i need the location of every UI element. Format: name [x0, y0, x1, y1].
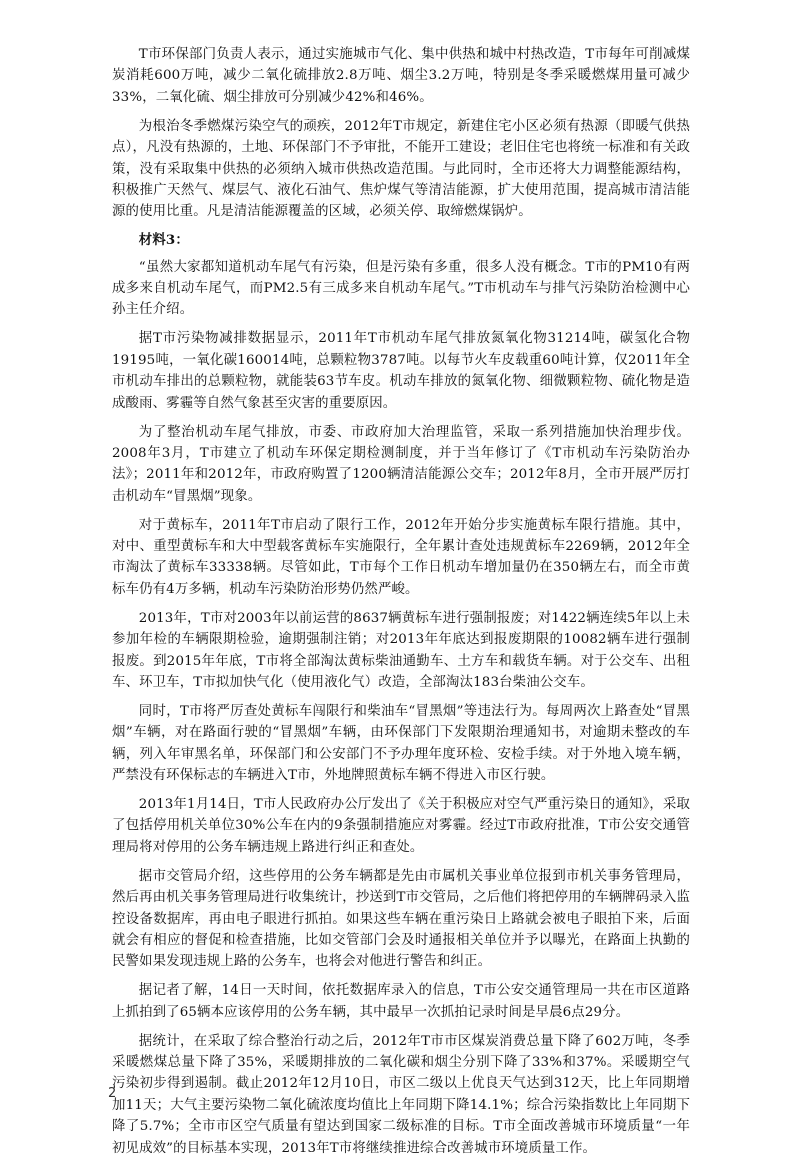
paragraph: 为了整治机动车尾气排放，市委、市政府加大治理监管，采取一系列措施加快治理步伐。2008年3月，T市建立了机动车环保定期检测制度，并于当年修订了《T市机动车污染防治办法》；2011年和2012年，市政府购置了1200辆清洁能源公交车；2012年8月，全市开展严厉打击机动车“冒黑烟”现象。: [112, 424, 690, 504]
paragraph: 据记者了解，14日一天时间，依托数据库录入的信息，T市公安交通管理局一共在市区道路上抓拍到了65辆本应该停用的公务车辆，其中最早一次抓拍记录时间是早晨6点29分。: [112, 983, 690, 1020]
paragraph: T市环保部门负责人表示，通过实施城市气化、集中供热和城中村热改造，T市每年可削减煤炭消耗600万吨，减少二氧化硫排放2.8万吨、烟尘3.2万吨，特别是冬季采暖燃煤用量可减少33%，二氧化硫、烟尘排放可分别减少42%和46%。: [112, 47, 690, 105]
paragraph: 2013年，T市对2003年以前运营的8637辆黄标车进行强制报废；对1422辆连续5年以上未参加年检的车辆限期检验，逾期强制注销；对2013年年底达到报废期限的10082辆车进行强制报废。到2015年年底，T市将全部淘汰黄标柴油通勤车、土方车和载货车辆。对于公交车、出租车、环卫车，T市拟加快气化（使用液化气）改造，全部淘汰183台柴油公交车。: [112, 610, 690, 690]
paragraph: 对于黄标车，2011年T市启动了限行工作，2012年开始分步实施黄标车限行措施。其中，对中、重型黄标车和大中型载客黄标车实施限行，全年累计查处违规黄标车2269辆，2012年全市淘汰了黄标车33338辆。尽管如此，T市每个工作日机动车增加量仍在350辆左右，而全市黄标车仍有4万多辆，机动车污染防治形势仍然严峻。: [112, 517, 690, 597]
paragraph: 2013年1月14日，T市人民政府办公厅发出了《关于积极应对空气严重污染日的通知》，采取了包括停用机关单位30%公车在内的9条强制措施应对雾霾。经过T市政府批准，T市公安交通管理局将对停用的公务车辆违规上路进行纠正和查处。: [112, 797, 690, 855]
paragraph: 据T市污染物减排数据显示，2011年T市机动车尾气排放氮氧化物31214吨，碳氢化合物19195吨，一氧化碳160014吨，总颗粒物3787吨。以每节火车皮载重60吨计算，仅2011年全市机动车排出的总颗粒物，就能装63节车皮。机动车排放的氮氧化物、细微颗粒物、硫化物是造成酸雨、雾霾等自然气象甚至灾害的重要原因。: [112, 331, 690, 411]
paragraph: 据统计，在采取了综合整治行动之后，2012年T市市区煤炭消费总量下降了602万吨，冬季采暖燃煤总量下降了35%，采暖期排放的二氧化碳和烟尘分别下降了33%和37%。采暖期空气污染初步得到遏制。截止2012年12月10日，市区二级以上优良天气达到312天，比上年同期增加11天；大气主要污染物二氧化硫浓度均值比上年同期下降14.1%；综合污染指数比上年同期下降了5.7%；全市市区空气质量有望达到国家二级标准的目标。T市全面改善城市环境质量“一年初见成效”的目标基本实现，2013年T市将继续推进综合改善城市环境质量工作。: [112, 1033, 690, 1156]
paragraph: 为根治冬季燃煤污染空气的顽疾，2012年T市规定，新建住宅小区必须有热源（即暖气供热点），凡没有热源的，土地、环保部门不予审批，不能开工建设；老旧住宅也将统一标准和有关政策，没有采取集中供热的必须纳入城市供热改造范围。与此同时，全市还将大力调整能源结构，积极推广天然气、煤层气、液化石油气、焦炉煤气等清洁能源，扩大使用范围，提高城市清洁能源的使用比重。凡是清洁能源覆盖的区域，必须关停、取缔燃煤锅炉。: [112, 118, 690, 220]
paragraph: 据市交管局介绍，这些停用的公务车辆都是先由市属机关事业单位报到市机关事务管理局，然后再由机关事务管理局进行收集统计，抄送到T市交管局，之后他们将把停用的车辆牌码录入监控设备数据库，再由电子眼进行抓拍。如果这些车辆在重污染日上路就会被电子眼拍下来，后面就会有相应的督促和检查措施，比如交管部门会及时通报相关单位并予以曝光，在路面上执勤的民警如果发现违规上路的公务车，也将会对他进行警告和纠正。: [112, 868, 690, 970]
section-heading: 材料3：: [138, 232, 189, 249]
paragraph: “虽然大家都知道机动车尾气有污染，但是污染有多重，很多人没有概念。T市的PM10有两成多来自机动车尾气，而PM2.5有三成多来自机动车尾气。”T市机动车与排气污染防治检测中心孙主任介绍。: [112, 259, 690, 318]
paragraph: 同时，T市将严厉查处黄标车闯限行和柴油车“冒黑烟”等违法行为。每周两次上路查处“冒黑烟”车辆，对在路面行驶的“冒黑烟”车辆，由环保部门下发限期治理通知书，对逾期未整改的车辆，列入年审黑名单，环保部门和公安部门不予办理年度环检、安检手续。对于外地入境车辆，严禁没有环保标志的车辆进入T市，外地牌照黄标车辆不得进入市区行驶。: [112, 703, 690, 784]
document-body: [112, 44, 690, 1167]
page-number: 2: [108, 1086, 117, 1101]
